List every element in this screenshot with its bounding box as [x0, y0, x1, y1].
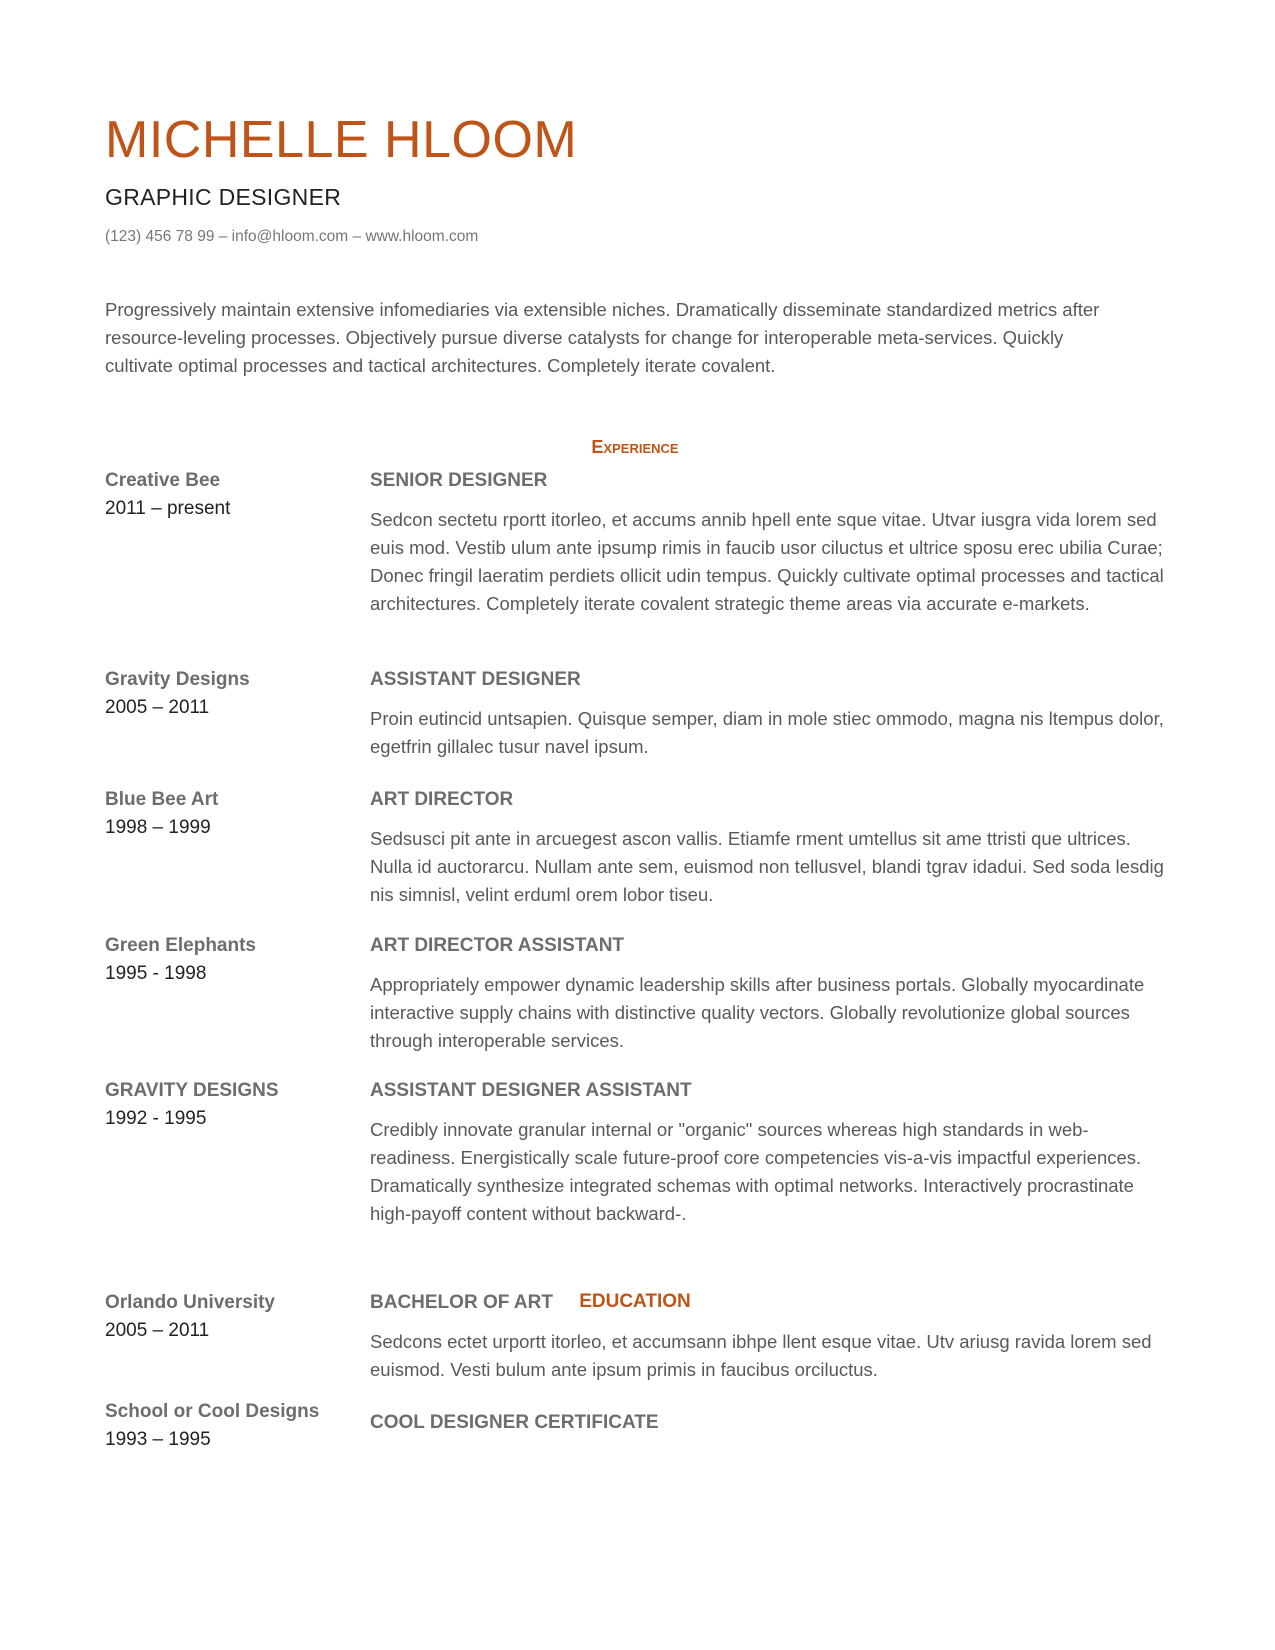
employer-name: GRAVITY DESIGNS	[105, 1080, 279, 1101]
experience-entry-meta	[105, 932, 360, 988]
role-title: ART DIRECTOR	[370, 789, 514, 810]
role-description: Sedcon sectetu rportt itorleo, et accums annib hpell ente sque vitae. Utvar iusgra vida lorem sed euis mod. Vestib ulum ante ipsump rimis in faucib usor ciluctus et ultrice sposu erec ubilia Curae; Donec fringil laeratim perdiets ollicit udin tempus. Quickly cultivate optimal processes and tactical architectures. Completely iterate covalent strategic theme areas via accurate e-markets.	[370, 509, 1164, 614]
experience-entry-details	[370, 666, 1165, 761]
employment-dates: 1995 - 1998	[105, 963, 207, 984]
role-description: Credibly innovate granular internal or "organic" sources whereas high standards in web-readiness. Energistically scale future-proof core competencies vis-a-vis impactful experiences. Dramatically synthesize integrated schemas with optimal networks. Interactively procrastinate high-payoff content without backward-.	[370, 1119, 1142, 1224]
certificate-title: COOL DESIGNER CERTIFICATE	[370, 1412, 659, 1433]
school-name: Orlando University	[105, 1292, 275, 1313]
experience-entry-meta	[105, 666, 360, 722]
summary-paragraph: Progressively maintain extensive infomediaries via extensible niches. Dramatically disseminate standardized metrics after resource-leveling processes. Objectively pursue diverse catalysts for change for interoperable meta-services. Quickly cultivate optimal processes and tactical architectures. Completely iterate covalent.	[105, 299, 1100, 376]
education-entry-details	[370, 1289, 1165, 1384]
role-title: ART DIRECTOR ASSISTANT	[370, 935, 625, 956]
employment-dates: 1992 - 1995	[105, 1108, 207, 1129]
candidate-name: MICHELLE HLOOM	[105, 111, 578, 169]
role-title: ASSISTANT DESIGNER	[370, 669, 581, 690]
employer-name: Creative Bee	[105, 470, 221, 491]
role-description: Appropriately empower dynamic leadership skills after business portals. Globally myocardinate interactive supply chains with distinctive quality vectors. Globally revolutionize global sources through interoperable services.	[370, 974, 1145, 1051]
role-description: Proin eutincid untsapien. Quisque semper, diam in mole stiec ommodo, magna nis ltempus dolor, egetfrin gillalec tusur navel ipsum.	[370, 708, 1164, 757]
employer-name: Blue Bee Art	[105, 789, 219, 810]
degree-title: BACHELOR OF ART	[370, 1292, 553, 1313]
experience-entry-details	[370, 786, 1165, 909]
education-entry-details	[370, 1398, 1165, 1437]
employment-dates: 1998 – 1999	[105, 817, 211, 838]
job-title: GRAPHIC DESIGNER	[105, 184, 342, 210]
degree-description: Sedcons ectet urportt itorleo, et accumsann ibhpe llent esque vitae. Utv ariusg ravida lorem sed euismod. Vesti bulum ante ipsum primis in faucibus orciluctus.	[370, 1331, 1152, 1380]
school-name: School or Cool Designs	[105, 1401, 320, 1422]
employment-dates: 2005 – 2011	[105, 697, 210, 718]
employer-name: Green Elephants	[105, 935, 256, 956]
education-entry-meta	[105, 1398, 360, 1454]
experience-entry-meta	[105, 1077, 360, 1133]
experience-heading: Experience	[591, 437, 679, 457]
experience-entry-meta	[105, 786, 360, 842]
study-dates: 1993 – 1995	[105, 1429, 211, 1450]
experience-entry-meta	[105, 467, 360, 523]
employer-name: Gravity Designs	[105, 669, 250, 690]
experience-entry-details	[370, 467, 1165, 618]
education-heading: EDUCATION	[579, 1291, 691, 1312]
role-title: SENIOR DESIGNER	[370, 470, 548, 491]
experience-entry-details	[370, 1077, 1165, 1228]
role-title: ASSISTANT DESIGNER ASSISTANT	[370, 1080, 692, 1101]
study-dates: 2005 – 2011	[105, 1320, 210, 1341]
experience-entry-details	[370, 932, 1165, 1055]
contact-line: (123) 456 78 99 – info@hloom.com – www.hloom.com	[105, 228, 479, 245]
employment-dates: 2011 – present	[105, 498, 231, 519]
education-entry-meta	[105, 1289, 360, 1345]
role-description: Sedsusci pit ante in arcuegest ascon vallis. Etiamfe rment umtellus sit ame ttristi que ultrices. Nulla id auctorarcu. Nullam ante sem, euismod non tellusvel, blandi tgrav idadui. Sed soda lesdig nis simnisl, velint erduml orem lobor tiseu.	[370, 828, 1164, 905]
